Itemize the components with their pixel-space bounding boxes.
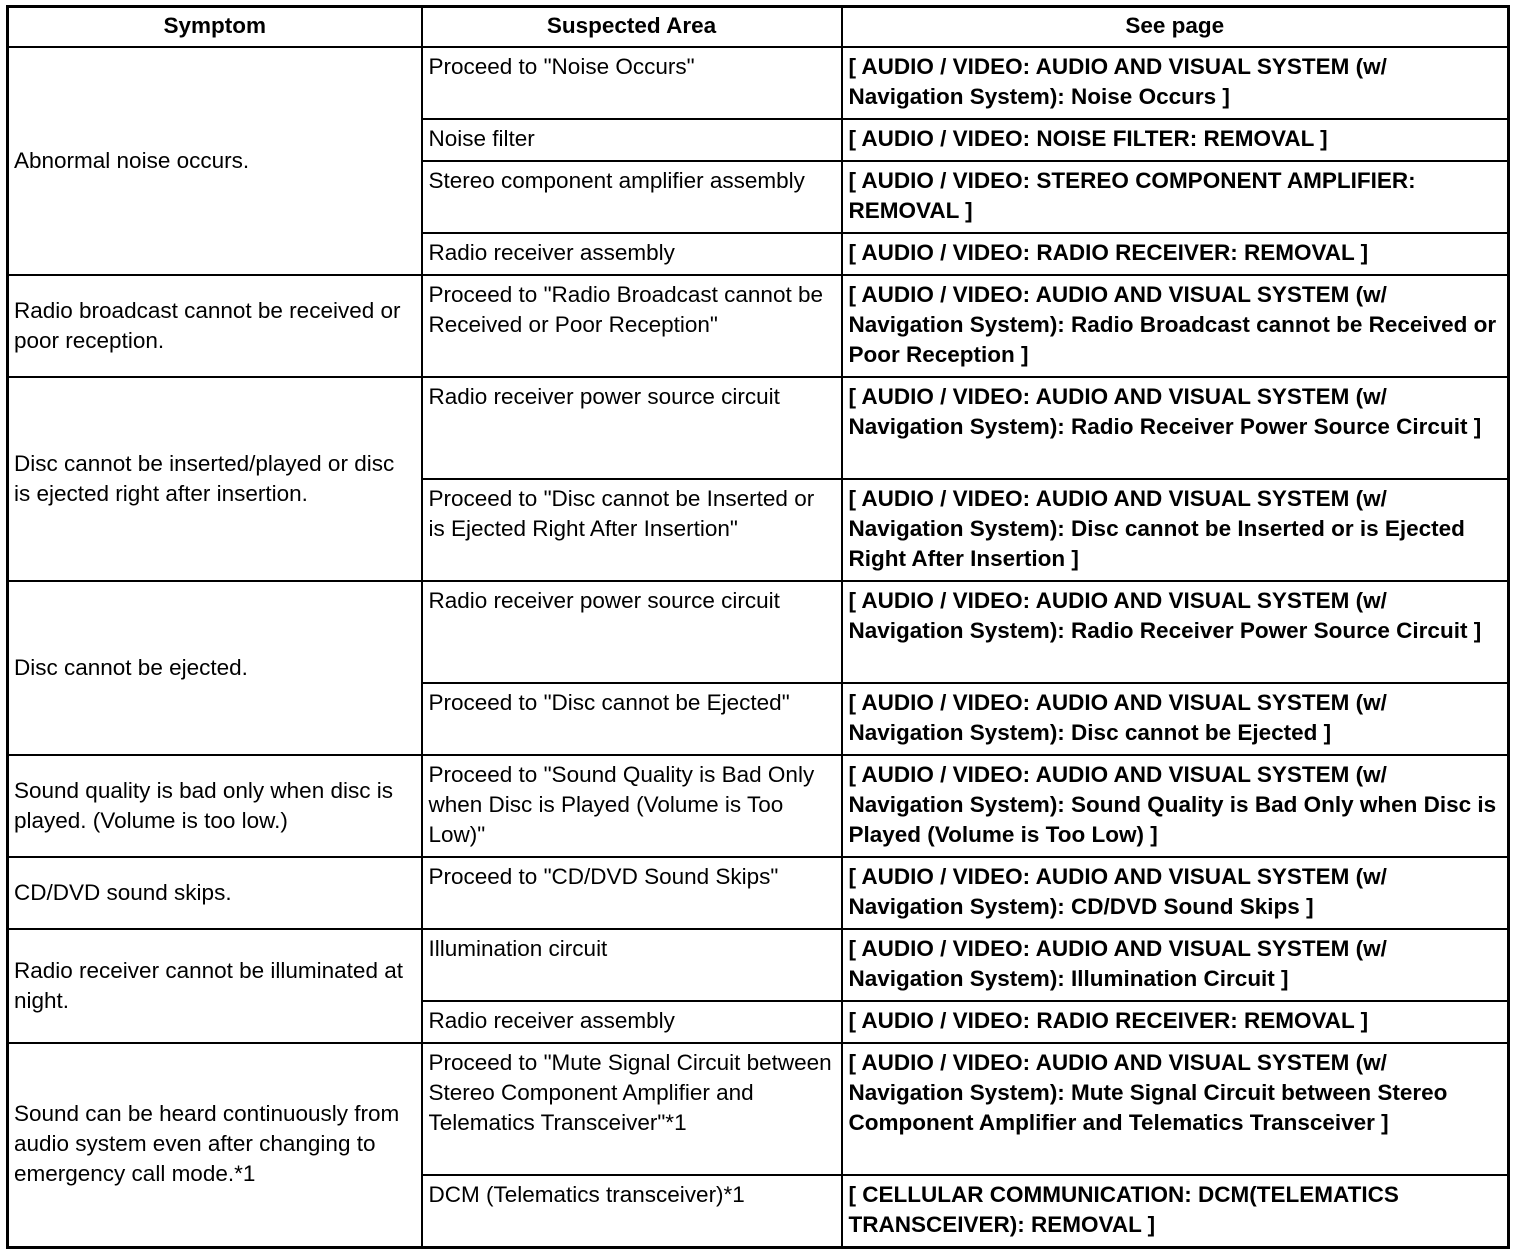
suspected-area-cell: Stereo component amplifier assembly	[422, 161, 842, 233]
see-page-link[interactable]: [ AUDIO / VIDEO: AUDIO AND VISUAL SYSTEM (w/ Navigation System): Mute Signal Circuit between Stereo Component Amplifier and Telematics Transceiver ]	[842, 1043, 1509, 1175]
see-page-link[interactable]: [ AUDIO / VIDEO: AUDIO AND VISUAL SYSTEM (w/ Navigation System): Radio Broadcast cannot be Received or Poor Reception ]	[842, 275, 1509, 377]
table-row	[8, 581, 1509, 683]
see-page-link[interactable]: [ AUDIO / VIDEO: AUDIO AND VISUAL SYSTEM (w/ Navigation System): Radio Receiver Power Source Circuit ]	[842, 377, 1509, 479]
header-symptom: Symptom	[8, 7, 422, 48]
suspected-area-cell: Illumination circuit	[422, 929, 842, 1001]
table-row	[8, 275, 1509, 377]
table-row	[8, 857, 1509, 929]
suspected-area-cell: Proceed to "Sound Quality is Bad Only when Disc is Played (Volume is Too Low)"	[422, 755, 842, 857]
suspected-area-cell: Proceed to "Noise Occurs"	[422, 47, 842, 119]
header-row	[8, 7, 1509, 48]
table-body	[8, 47, 1509, 1247]
see-page-link[interactable]: [ AUDIO / VIDEO: AUDIO AND VISUAL SYSTEM (w/ Navigation System): Radio Receiver Power Source Circuit ]	[842, 581, 1509, 683]
see-page-link[interactable]: [ AUDIO / VIDEO: AUDIO AND VISUAL SYSTEM (w/ Navigation System): Noise Occurs ]	[842, 47, 1509, 119]
symptom-cell: Radio receiver cannot be illuminated at night.	[8, 929, 422, 1043]
see-page-link[interactable]: [ AUDIO / VIDEO: AUDIO AND VISUAL SYSTEM (w/ Navigation System): Illumination Circuit ]	[842, 929, 1509, 1001]
symptom-cell: Radio broadcast cannot be received or poor reception.	[8, 275, 422, 377]
table-row	[8, 929, 1509, 1001]
suspected-area-cell: Proceed to "Mute Signal Circuit between Stereo Component Amplifier and Telematics Transceiver"*1	[422, 1043, 842, 1175]
see-page-link[interactable]: [ AUDIO / VIDEO: STEREO COMPONENT AMPLIFIER: REMOVAL ]	[842, 161, 1509, 233]
symptom-cell: Sound can be heard continuously from audio system even after changing to emergency call mode.*1	[8, 1043, 422, 1247]
header-suspected-area: Suspected Area	[422, 7, 842, 48]
see-page-link[interactable]: [ AUDIO / VIDEO: AUDIO AND VISUAL SYSTEM (w/ Navigation System): CD/DVD Sound Skips ]	[842, 857, 1509, 929]
see-page-link[interactable]: [ AUDIO / VIDEO: RADIO RECEIVER: REMOVAL ]	[842, 233, 1509, 275]
troubleshooting-table	[6, 5, 1510, 1249]
header-see-page: See page	[842, 7, 1509, 48]
symptom-cell: CD/DVD sound skips.	[8, 857, 422, 929]
suspected-area-cell: Proceed to "Disc cannot be Ejected"	[422, 683, 842, 755]
table-row	[8, 755, 1509, 857]
suspected-area-cell: Proceed to "Disc cannot be Inserted or is Ejected Right After Insertion"	[422, 479, 842, 581]
see-page-link[interactable]: [ AUDIO / VIDEO: AUDIO AND VISUAL SYSTEM (w/ Navigation System): Disc cannot be Ejected ]	[842, 683, 1509, 755]
see-page-link[interactable]: [ CELLULAR COMMUNICATION: DCM(TELEMATICS TRANSCEIVER): REMOVAL ]	[842, 1175, 1509, 1247]
table-row	[8, 47, 1509, 119]
suspected-area-cell: Radio receiver power source circuit	[422, 377, 842, 479]
see-page-link[interactable]: [ AUDIO / VIDEO: AUDIO AND VISUAL SYSTEM (w/ Navigation System): Disc cannot be Inserted or is Ejected Right After Insertion ]	[842, 479, 1509, 581]
table-row	[8, 1043, 1509, 1175]
table-header	[8, 7, 1509, 48]
symptom-cell: Disc cannot be ejected.	[8, 581, 422, 755]
suspected-area-cell: Proceed to "Radio Broadcast cannot be Received or Poor Reception"	[422, 275, 842, 377]
see-page-link[interactable]: [ AUDIO / VIDEO: AUDIO AND VISUAL SYSTEM (w/ Navigation System): Sound Quality is Bad Only when Disc is Played (Volume is Too Low) ]	[842, 755, 1509, 857]
suspected-area-cell: DCM (Telematics transceiver)*1	[422, 1175, 842, 1247]
suspected-area-cell: Noise filter	[422, 119, 842, 161]
suspected-area-cell: Radio receiver assembly	[422, 233, 842, 275]
table-row	[8, 377, 1509, 479]
see-page-link[interactable]: [ AUDIO / VIDEO: NOISE FILTER: REMOVAL ]	[842, 119, 1509, 161]
suspected-area-cell: Radio receiver assembly	[422, 1001, 842, 1043]
suspected-area-cell: Radio receiver power source circuit	[422, 581, 842, 683]
symptom-cell: Sound quality is bad only when disc is played. (Volume is too low.)	[8, 755, 422, 857]
symptom-cell: Abnormal noise occurs.	[8, 47, 422, 275]
suspected-area-cell: Proceed to "CD/DVD Sound Skips"	[422, 857, 842, 929]
see-page-link[interactable]: [ AUDIO / VIDEO: RADIO RECEIVER: REMOVAL ]	[842, 1001, 1509, 1043]
symptom-cell: Disc cannot be inserted/played or disc is ejected right after insertion.	[8, 377, 422, 581]
